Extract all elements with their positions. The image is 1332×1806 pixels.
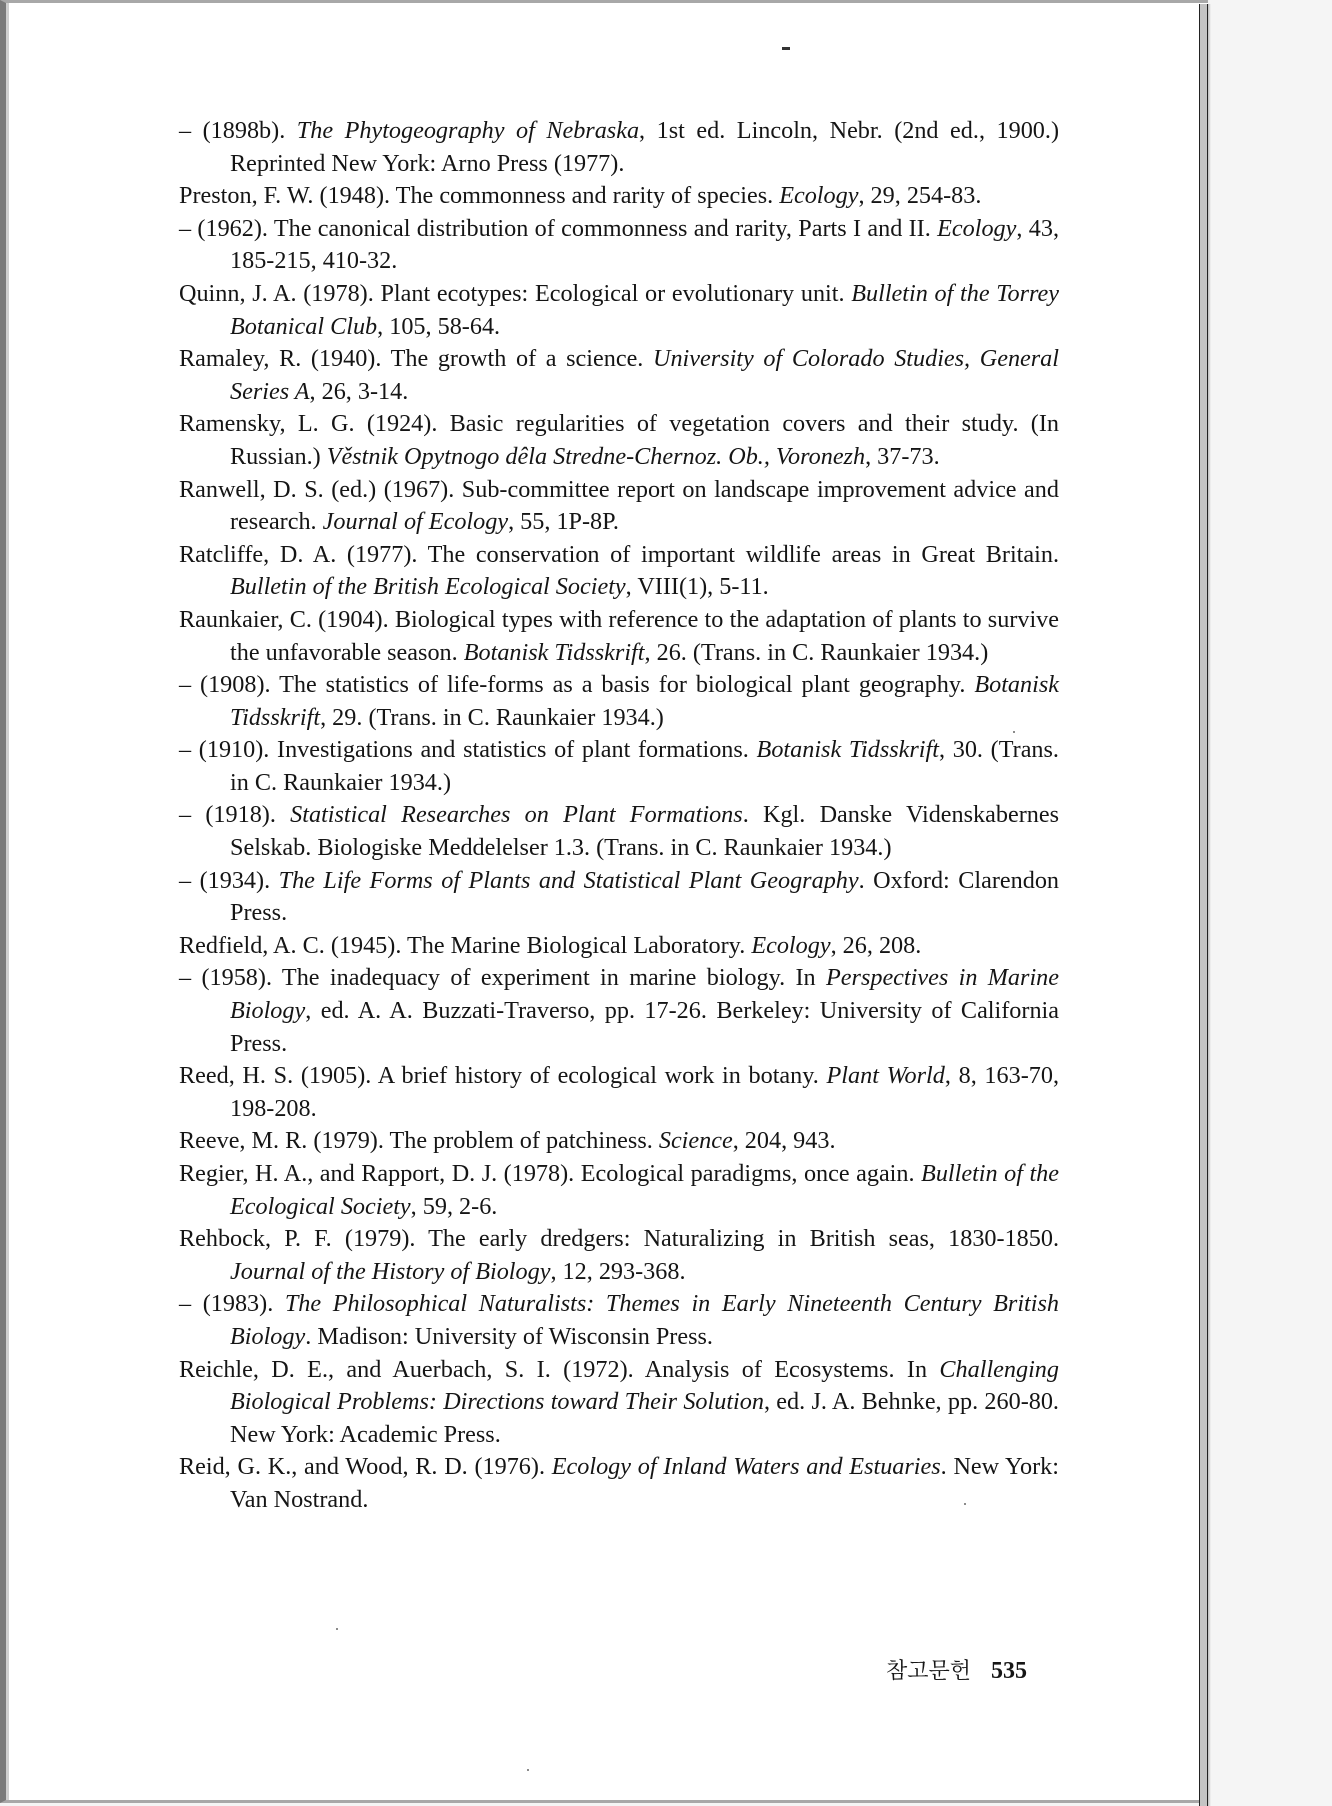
- reference-title-italic: University of Colorado Studies, General Series A: [230, 345, 1059, 405]
- scan-speck: [1013, 731, 1015, 733]
- reference-entry: [179, 1223, 1059, 1288]
- reference-entry: [179, 799, 1059, 864]
- reference-text: , ed. A. A. Buzzati-Traverso, pp. 17-26. Berkeley: University of California Press.: [230, 997, 1059, 1057]
- scan-speck: [964, 1503, 966, 1505]
- reference-entry: [179, 539, 1059, 604]
- reference-title-italic: Věstnik Opytnogo dêla Stredne-Chernoz. Ob., Voronezh: [326, 442, 866, 470]
- reference-text: Quinn, J. A. (1978). Plant ecotypes: Ecological or evolutionary unit.: [179, 279, 852, 307]
- reference-text: , 55, 1P-8P.: [508, 508, 619, 536]
- reference-title-italic: Bulletin of the British Ecological Society: [230, 573, 626, 601]
- reference-text: – (1910). Investigations and statistics of plant formations.: [179, 736, 757, 764]
- reference-entry: [179, 115, 1059, 180]
- reference-text: , 26, 208.: [830, 931, 922, 959]
- reference-text: – (1934).: [179, 866, 279, 894]
- reference-entry: [179, 930, 1059, 963]
- reference-text: , 29, 254-83.: [858, 182, 982, 210]
- scan-speck: [336, 1628, 338, 1630]
- reference-text: Ramensky, L. G. (1924). Basic regularities of vegetation covers and their study. (In Russian.): [179, 410, 1059, 470]
- reference-text: . New York: Van Nostrand.: [230, 1453, 1059, 1513]
- reference-title-italic: Bulletin of the Torrey Botanical Club: [230, 279, 1059, 340]
- reference-entry: [179, 962, 1059, 1060]
- reference-text: , 12, 293-368.: [550, 1257, 686, 1285]
- scan-speck: [527, 1769, 529, 1771]
- page-edge: [1199, 4, 1208, 1806]
- reference-text: Ranwell, D. S. (ed.) (1967). Sub-committee report on landscape improvement advice and research.: [179, 475, 1059, 536]
- page-mark: [782, 47, 790, 50]
- reference-text: , 43, 185-215, 410-32.: [230, 214, 1059, 275]
- reference-title-italic: The Philosophical Naturalists: Themes in Early Nineteenth Century British Biology: [230, 1290, 1060, 1350]
- reference-title-italic: Ecology: [937, 214, 1017, 242]
- reference-text: Preston, F. W. (1948). The commonness and rarity of species.: [179, 182, 780, 210]
- reference-text: , 105, 58-64.: [377, 312, 501, 340]
- reference-text: – (1962). The canonical distribution of commonness and rarity, Parts I and II.: [179, 214, 938, 242]
- reference-text: – (1898b).: [179, 117, 297, 144]
- reference-text: Raunkaier, C. (1904). Biological types with reference to the adaptation of plants to survive the unfavorable season.: [179, 605, 1059, 666]
- reference-text: , ed. J. A. Behnke, pp. 260-80. New York: Academic Press.: [230, 1388, 1059, 1448]
- reference-entry: [179, 180, 1059, 213]
- reference-title-italic: Bulletin of the Ecological Society: [230, 1160, 1059, 1220]
- reference-text: , 26, 3-14.: [309, 377, 409, 405]
- reference-title-italic: Ecology: [779, 182, 859, 210]
- reference-text: – (1918).: [179, 801, 291, 829]
- page-shadow: [1208, 4, 1211, 1806]
- reference-entry: [179, 1125, 1059, 1158]
- reference-text: Redfield, A. C. (1945). The Marine Biological Laboratory.: [179, 931, 752, 959]
- reference-text: , 29. (Trans. in C. Raunkaier 1934.): [320, 703, 664, 731]
- reference-text: . Oxford: Clarendon Press.: [230, 866, 1060, 927]
- reference-title-italic: Challenging Biological Problems: Directions toward Their Solution: [230, 1355, 1059, 1416]
- reference-entry: [179, 669, 1059, 734]
- reference-title-italic: Botanisk Tidsskrift: [463, 638, 645, 666]
- reference-title-italic: Statistical Researches on Plant Formations: [290, 801, 743, 829]
- reference-text: , 30. (Trans. in C. Raunkaier 1934.): [230, 736, 1059, 796]
- reference-entry: [179, 1451, 1059, 1516]
- reference-entry: [179, 213, 1059, 278]
- reference-entry: [179, 343, 1059, 408]
- reference-text: – (1908). The statistics of life-forms as a basis for biological plant geography.: [179, 671, 975, 699]
- reference-text: Regier, H. A., and Rapport, D. J. (1978). Ecological paradigms, once again.: [179, 1160, 922, 1187]
- reference-text: . Kgl. Danske Videnskabernes Selskab. Biologiske Meddelelser 1.3. (Trans. in C. Raunkaier 1934.): [230, 801, 1059, 862]
- page-number: 535: [991, 1658, 1028, 1684]
- reference-title-italic: Ecology: [751, 931, 831, 959]
- reference-entry: [179, 278, 1059, 343]
- reference-entry: [179, 1060, 1059, 1125]
- reference-text: Ratcliffe, D. A. (1977). The conservation of important wildlife areas in Great Britain.: [179, 540, 1059, 568]
- reference-text: Reed, H. S. (1905). A brief history of ecological work in botany.: [179, 1062, 827, 1090]
- reference-text: , 1st ed. Lincoln, Nebr. (2nd ed., 1900.) Reprinted New York: Arno Press (1977).: [230, 117, 1059, 177]
- reference-text: , 59, 2-6.: [410, 1192, 498, 1220]
- reference-text: Reid, G. K., and Wood, R. D. (1976).: [179, 1453, 552, 1481]
- reference-entry: [179, 1354, 1059, 1452]
- reference-title-italic: Perspectives in Marine Biology: [230, 964, 1059, 1025]
- reference-text: , 204, 943.: [732, 1127, 836, 1155]
- reference-title-italic: Science: [658, 1127, 733, 1155]
- reference-text: Reichle, D. E., and Auerbach, S. I. (1972). Analysis of Ecosystems. In: [179, 1355, 940, 1383]
- reference-text: Rehbock, P. F. (1979). The early dredgers: Naturalizing in British seas, 1830-1850.: [179, 1225, 1059, 1253]
- reference-entry: [179, 604, 1059, 669]
- reference-entry: [179, 408, 1059, 473]
- reference-title-italic: The Phytogeography of Nebraska: [296, 117, 640, 144]
- reference-entry: [179, 734, 1059, 799]
- reference-text: , VIII(1), 5-11.: [625, 573, 769, 601]
- reference-entry: [179, 474, 1059, 539]
- reference-title-italic: Journal of the History of Biology: [230, 1257, 551, 1285]
- page-footer: [886, 1654, 1027, 1685]
- reference-entry: [179, 1158, 1059, 1223]
- reference-text: Ramaley, R. (1940). The growth of a science.: [179, 345, 653, 373]
- reference-entry: [179, 1288, 1059, 1353]
- reference-text: – (1983).: [179, 1290, 285, 1318]
- reference-text: Reeve, M. R. (1979). The problem of patchiness.: [179, 1127, 659, 1155]
- reference-text: , 26. (Trans. in C. Raunkaier 1934.): [644, 638, 989, 666]
- reference-title-italic: Ecology of Inland Waters and Estuaries: [551, 1453, 941, 1481]
- section-title: 참고문헌: [886, 1659, 972, 1684]
- reference-title-italic: Botanisk Tidsskrift: [230, 671, 1059, 731]
- reference-title-italic: Journal of Ecology: [322, 508, 509, 536]
- reference-title-italic: The Life Forms of Plants and Statistical Plant Geography: [278, 866, 859, 894]
- reference-text: , 8, 163-70, 198-208.: [230, 1062, 1060, 1122]
- reference-title-italic: Plant World: [826, 1062, 945, 1090]
- reference-text: . Madison: University of Wisconsin Press.: [305, 1322, 713, 1350]
- reference-title-italic: Botanisk Tidsskrift: [756, 736, 939, 764]
- reference-text: – (1958). The inadequacy of experiment in marine biology. In: [179, 964, 827, 992]
- reference-list: [179, 115, 1059, 1517]
- reference-text: , 37-73.: [865, 442, 940, 470]
- reference-entry: [179, 865, 1059, 930]
